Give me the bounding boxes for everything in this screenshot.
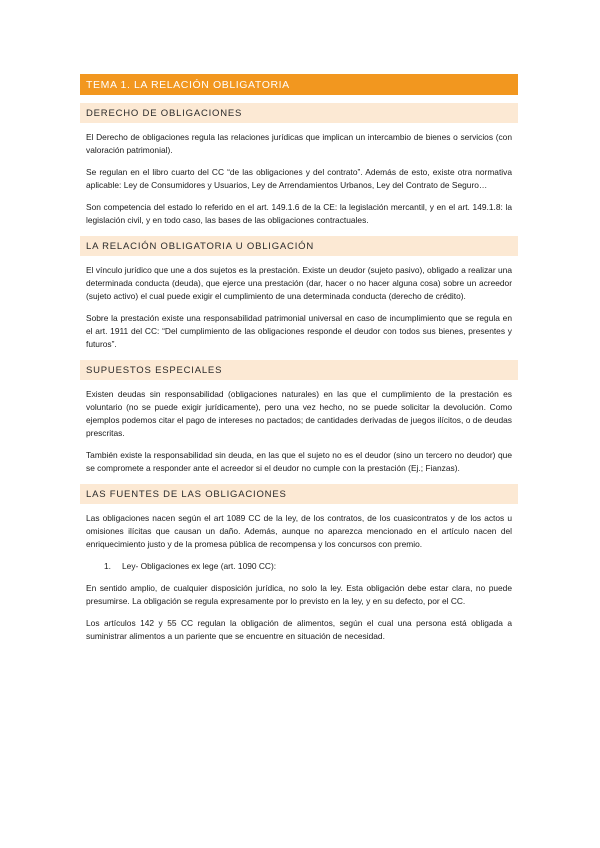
paragraph: Son competencia del estado lo referido en el art. 149.1.6 de la CE: la legislación mercantil, y en el art. 149.1.8: la legislación civil, y en todo caso, las bases de las obligaciones contractuales. <box>86 202 512 225</box>
paragraph: El Derecho de obligaciones regula las relaciones jurídicas que implican un intercambio de bienes o servicios (con valoración patrimonial). <box>86 132 512 155</box>
section-heading-derecho: DERECHO DE OBLIGACIONES <box>80 103 518 123</box>
list-number: 1. <box>104 561 111 571</box>
section-heading-relacion: LA RELACIÓN OBLIGATORIA U OBLIGACIÓN <box>80 236 518 256</box>
section-heading-supuestos: SUPUESTOS ESPECIALES <box>80 360 518 380</box>
paragraph: Se regulan en el libro cuarto del CC “de las obligaciones y del contrato”. Además de esto, existe otra normativa aplicable: Ley de Consumidores y Usuarios, Ley de Arrendamientos Urbanos, Ley del Contrato de Seguro… <box>86 167 512 190</box>
paragraph: Sobre la prestación existe una responsabilidad patrimonial universal en caso de incumplimiento que se regula en el art. 1911 del CC: “Del cumplimiento de las obligaciones responde el deudor con todos sus bienes, presentes y futuros”. <box>86 313 512 349</box>
document-page <box>80 74 518 652</box>
numbered-list-item <box>80 560 518 573</box>
paragraph: El vínculo jurídico que une a dos sujetos es la prestación. Existe un deudor (sujeto pasivo), obligado a realizar una determinada conducta (deuda), que ejerce una prestación (dar, hacer o no hacer alguna cosa) sobre un acreedor (sujeto activo) el cual puede exigir el cumplimiento de una determinada conducta (derecho de crédito). <box>86 265 512 301</box>
paragraph: En sentido amplio, de cualquier disposición jurídica, no solo la ley. Esta obligación debe estar clara, no puede presumirse. La obligación se regula expresamente por lo previsto en la ley, y en su defecto, por el CC. <box>86 583 512 606</box>
paragraph: Las obligaciones nacen según el art 1089 CC de la ley, de los contratos, de los cuasicontratos y de los actos u omisiones ilícitas que causan un daño. Además, aunque no aparezca mencionado en el artículo nacen del enriquecimiento justo y de la promesa pública de recompensa y los concursos con premio. <box>86 513 512 549</box>
section-heading-fuentes: LAS FUENTES DE LAS OBLIGACIONES <box>80 484 518 504</box>
page-title: TEMA 1. LA RELACIÓN OBLIGATORIA <box>80 74 518 95</box>
paragraph: Los artículos 142 y 55 CC regulan la obligación de alimentos, según el cual una persona está obligada a suministrar alimentos a un pariente que se encuentre en situación de necesidad. <box>86 618 512 641</box>
paragraph: Existen deudas sin responsabilidad (obligaciones naturales) en las que el cumplimiento de la prestación es voluntario (no se puede exigir jurídicamente), pero una vez hecho, no se puede solicitar la devolución. Como ejemplos podemos citar el pago de intereses no pactados; de cantidades derivadas de juegos ilícitos, o de deudas prescritas. <box>86 389 512 438</box>
paragraph: También existe la responsabilidad sin deuda, en las que el sujeto no es el deudor (sino un tercero no deudor) que se compromete a responder ante el acreedor si el deudor no cumple con la prestación (Ej.; Fianzas). <box>86 450 512 473</box>
list-item-text: Ley- Obligaciones ex lege (art. 1090 CC): <box>122 561 277 571</box>
